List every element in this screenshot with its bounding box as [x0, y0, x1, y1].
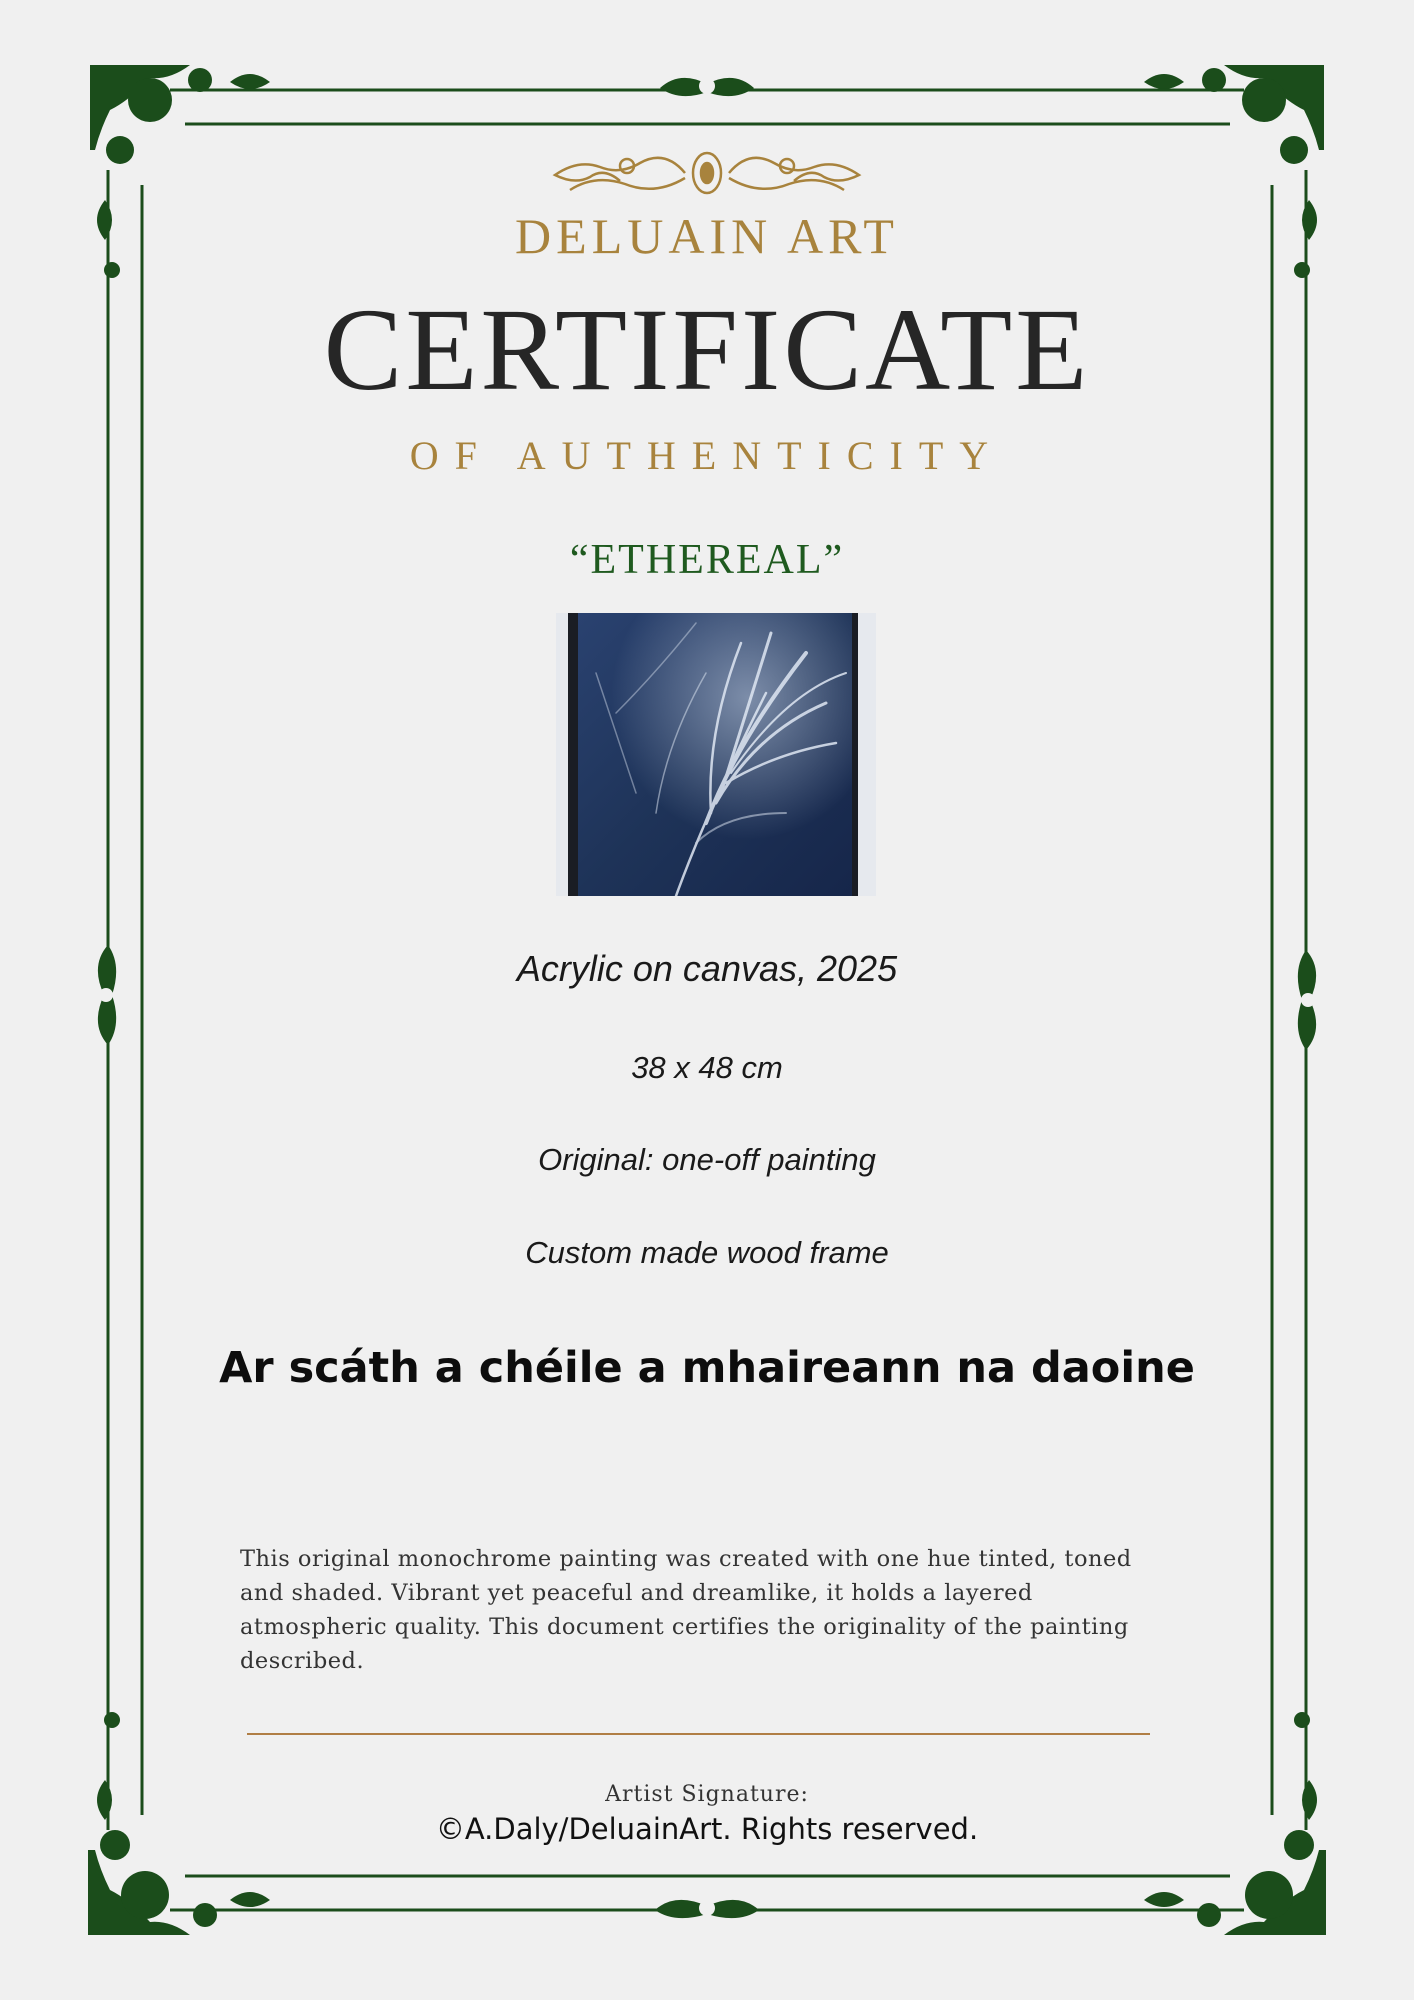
frame-info: Custom made wood frame — [525, 1235, 889, 1270]
dimensions: 38 x 48 cm — [631, 1050, 783, 1085]
certificate-subtitle: OF AUTHENTICITY — [409, 433, 1005, 478]
signature-line — [247, 1733, 1150, 1735]
edge-ornament-top — [660, 78, 754, 96]
medium-and-year: Acrylic on canvas, 2025 — [516, 948, 898, 989]
irish-motto: Ar scáth a chéile a mhaireann na daoine — [219, 1343, 1195, 1393]
certificate-title: CERTIFICATE — [323, 284, 1091, 415]
edge-ornament-bottom — [655, 1900, 759, 1918]
brand-name: DELUAIN ART — [515, 208, 899, 264]
copyright-notice: ©A.Daly/DeluainArt. Rights reserved. — [435, 1812, 979, 1846]
gold-scroll-ornament-icon — [535, 148, 879, 198]
signature-label: Artist Signature: — [605, 1782, 809, 1807]
artwork-title: “ETHEREAL” — [569, 537, 845, 583]
certificate-description: This original monochrome painting was created with one hue tinted, toned and shaded. Vibrant yet peaceful and dreamlike, it holds a layered atmospheric quality. This document certifies the originality of the painting described. — [240, 1546, 1132, 1674]
edition-type: Original: one-off painting — [538, 1142, 876, 1177]
painting-image — [556, 613, 876, 896]
